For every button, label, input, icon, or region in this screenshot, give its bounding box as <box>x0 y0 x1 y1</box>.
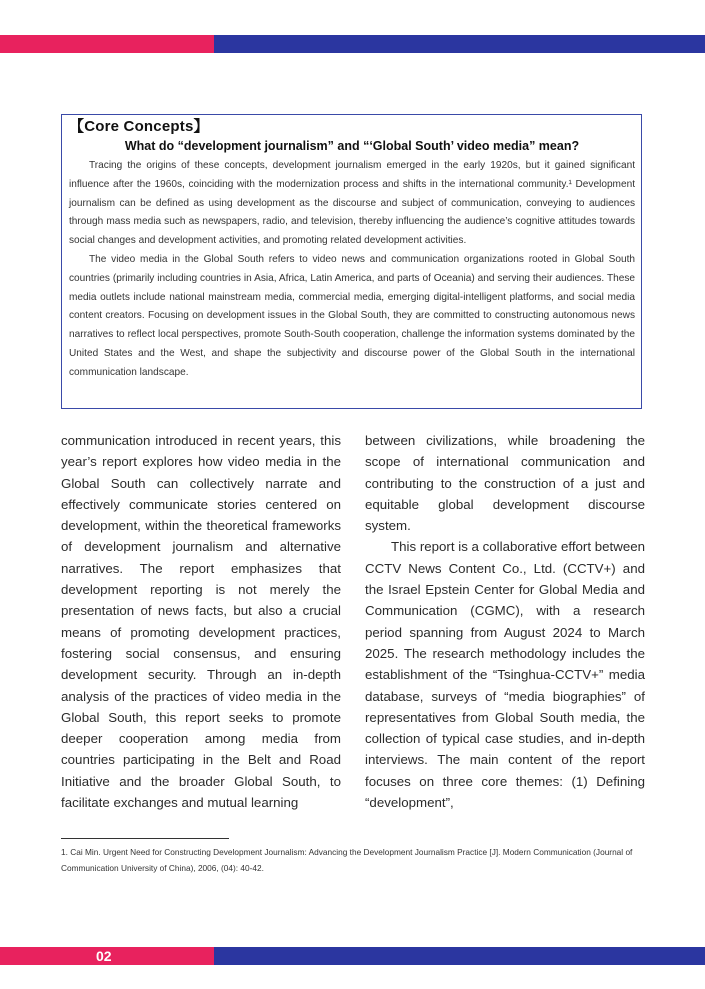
core-concepts-title: 【Core Concepts】 <box>69 118 209 135</box>
page-number: 02 <box>96 948 112 964</box>
core-concepts-question: What do “development journalism” and “‘Global South’ video media” mean? <box>124 139 580 153</box>
body-left-paragraph: communication introduced in recent years, this year’s report explores how video media in the Global South can collectively narrate and effectively communicate stories centered on development, within the theoretical frameworks of development journalism and alternative narratives. The report emphasizes that development reporting is not merely the presentation of news facts, but also a crucial means of promoting development practices, fostering social consensus, and ensuring development security. Through an in-depth analysis of the practices of video media in the Global South, this report seeks to promote deeper cooperation among media from countries participating in the Belt and Road Initiative and the broader Global South, to facilitate exchanges and mutual learning <box>61 433 341 811</box>
core-concepts-paragraph-2: The video media in the Global South refers to video news and communication organizations rooted in Global South countries (primarily including countries in Asia, Africa, Latin America, and parts of Oceania) and serving their audiences. These media outlets include national mainstream media, commercial media, emerging digital-intelligent platforms, and social media content creators. Focusing on development issues in the Global South, they are committed to constructing autonomous news narratives to reflect local perspectives, promote South-South cooperation, challenge the information systems dominated by the United States and the West, and shape the subjectivity and discourse power of the Global South in the international communication landscape. <box>69 253 635 378</box>
top-accent-bar <box>0 35 705 53</box>
top-accent-pink <box>0 35 214 53</box>
core-concepts-paragraph-1: Tracing the origins of these concepts, development journalism emerged in the early 1920s, but it gained significant influence after the 1960s, coinciding with the modernization process and shifts in the international community.¹ Development journalism can be defined as using development as the discourse and subject of communication, conveying to audiences through mass media such as newspapers, radio, and television, thereby influencing the audience’s cognitive attitudes towards social changes and development activities, and promoting related development activities. <box>69 160 635 247</box>
body-right-paragraph-1: between civilizations, while broadening the scope of international communication and contributing to the construction of a just and equitable global development discourse system. <box>365 433 645 534</box>
bottom-accent-pink <box>0 947 214 965</box>
body-right-column <box>365 430 645 813</box>
top-accent-blue <box>214 35 705 53</box>
footnote-divider <box>61 838 229 839</box>
footnote-text: 1. Cai Min. Urgent Need for Constructing Development Journalism: Advancing the Development Journalism Practice [J]. Modern Communication (Journal of Communication University of China), 2006, (04): 40-42. <box>61 847 633 873</box>
bottom-accent-blue <box>214 947 705 965</box>
body-right-paragraph-2: This report is a collaborative effort between CCTV News Content Co., Ltd. (CCTV+) and the Israel Epstein Center for Global Media and Communication (CGMC), with a research period spanning from August 2024 to March 2025. The research methodology includes the establishment of the “Tsinghua-CCTV+” media database, surveys of “media biographies” of representatives from Global South media, the collection of typical case studies, and in-depth interviews. The main content of the report focuses on three core themes: (1) Defining “development”, <box>365 539 646 811</box>
core-concepts-box <box>61 114 642 409</box>
bottom-accent-bar <box>0 947 705 965</box>
body-left-column <box>61 430 341 813</box>
